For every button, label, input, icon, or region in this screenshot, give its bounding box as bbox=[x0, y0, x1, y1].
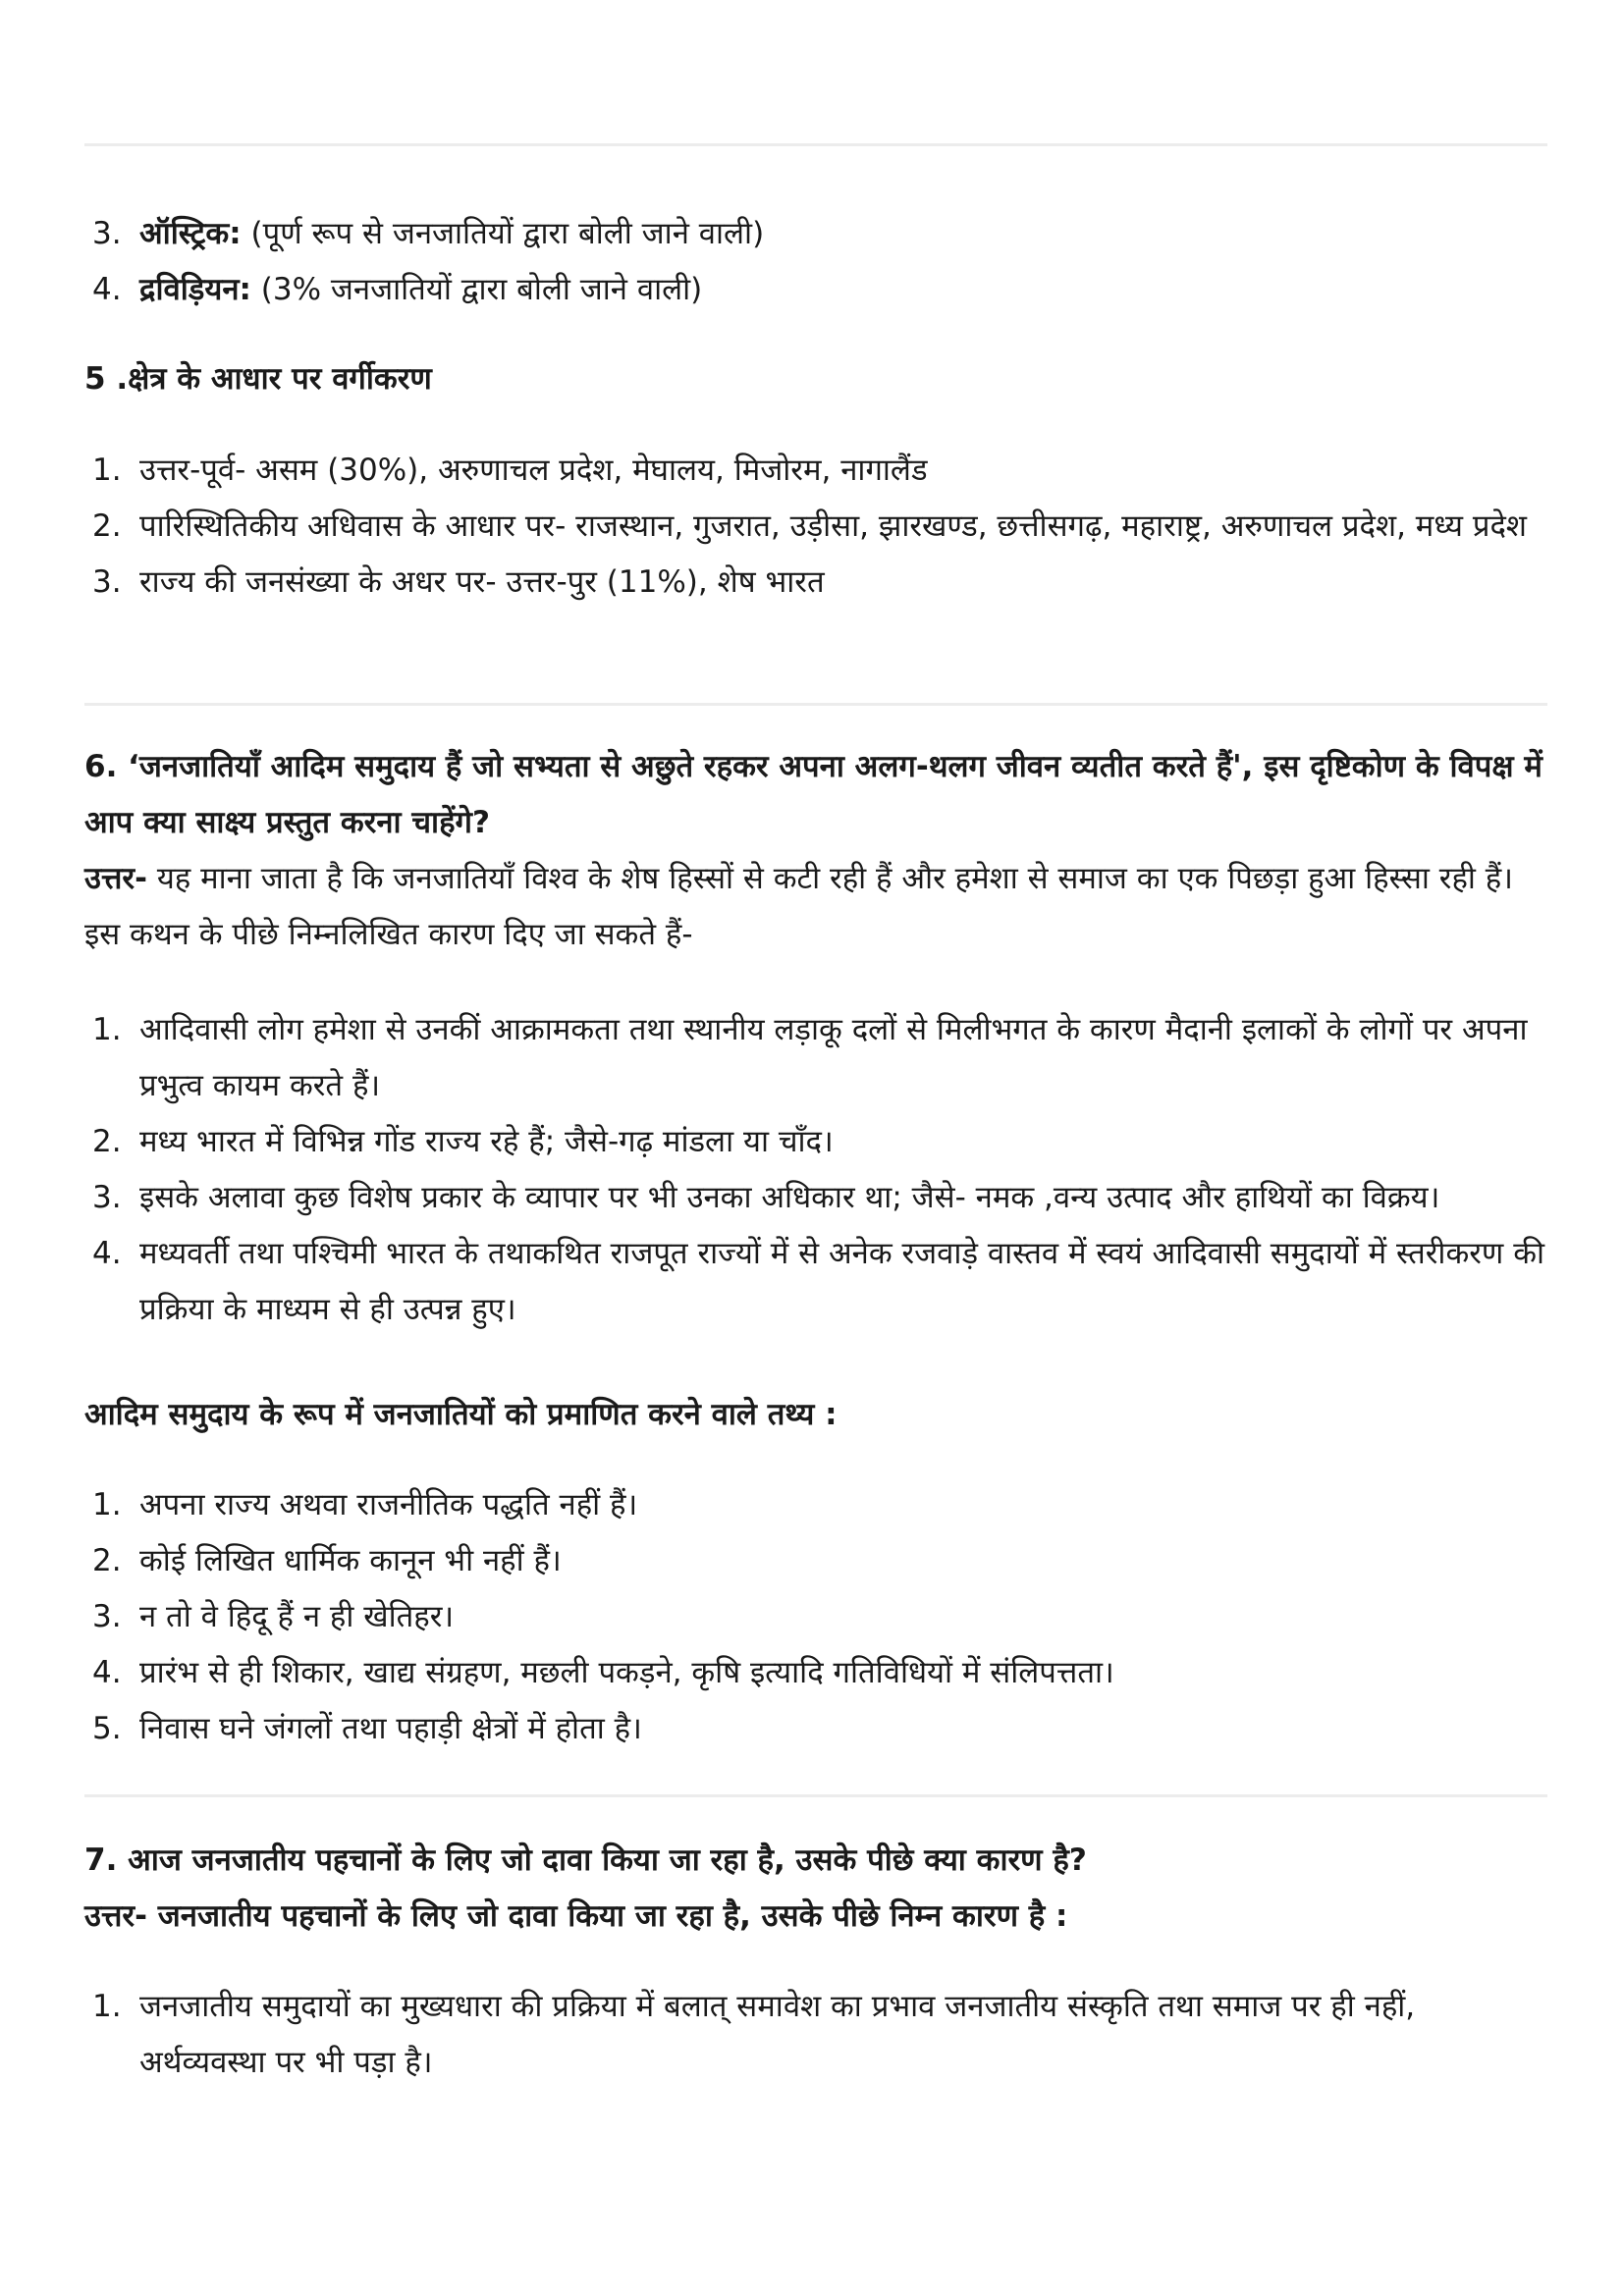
list-text: न तो वे हिदू हैं न ही खेतिहर। bbox=[139, 1599, 455, 1634]
list-term: द्रविड़ियन: bbox=[139, 272, 251, 307]
list-text: राज्य की जनसंख्या के अधर पर- उत्तर-पुर (11%), शेष भारत bbox=[139, 564, 825, 600]
list-number: 5. bbox=[92, 1711, 122, 1746]
question-7: 7. आज जनजातीय पहचानों के लिए जो दावा किया जा रहा है, उसके पीछे क्या कारण है? bbox=[84, 1842, 1087, 1878]
list-item bbox=[84, 1645, 1547, 1701]
list-item bbox=[84, 555, 1547, 611]
list-text: अपना राज्य अथवा राजनीतिक पद्धति नहीं हैं। bbox=[139, 1487, 638, 1522]
list-number: 1. bbox=[92, 453, 122, 488]
answer-label: उत्तर- bbox=[84, 861, 147, 896]
list-item bbox=[84, 1589, 1547, 1645]
list-text: पारिस्थितिकीय अधिवास के आधार पर- राजस्थान, गुजरात, उड़ीसा, झारखण्ड, छत्तीसगढ़, महाराष्ट्र, अरुणाचल प्रदेश, मध्य प्रदेश bbox=[139, 508, 1528, 544]
divider-top bbox=[84, 143, 1547, 146]
answer-6 bbox=[84, 851, 1547, 963]
list-item bbox=[84, 1533, 1547, 1589]
list-number: 2. bbox=[92, 508, 122, 544]
list-item bbox=[84, 206, 1547, 262]
facts-list bbox=[84, 1477, 1547, 1757]
list-number: 1. bbox=[92, 1989, 122, 2024]
list-number: 2. bbox=[92, 1124, 122, 1159]
reasons-list bbox=[84, 1002, 1547, 1338]
language-list bbox=[84, 206, 1547, 318]
list-text: मध्य भारत में विभिन्न गोंड राज्य रहे हैं; जैसे-गढ़ मांडला या चाँद। bbox=[139, 1124, 834, 1159]
list-text: इसके अलावा कुछ विशेष प्रकार के व्यापार पर भी उनका अधिकार था; जैसे- नमक ,वन्य उत्पाद और हाथियों का विक्रय। bbox=[139, 1180, 1440, 1215]
list-item bbox=[84, 1477, 1547, 1533]
list-number: 2. bbox=[92, 1543, 122, 1578]
claims-list bbox=[84, 1979, 1547, 2091]
answer-text: यह माना जाता है कि जनजातियाँ विश्व के शेष हिस्सों से कटी रही हैं और हमेशा से समाज का एक पिछड़ा हुआ हिस्सा रही हैं। इस कथन के पीछे निम्नलिखित कारण दिए जा सकते हैं- bbox=[84, 861, 1514, 952]
section-heading: 5 .क्षेत्र के आधार पर वर्गीकरण bbox=[84, 361, 432, 397]
list-number: 3. bbox=[92, 564, 122, 600]
list-text: उत्तर-पूर्व- असम (30%), अरुणाचल प्रदेश, मेघालय, मिजोरम, नागालैंड bbox=[139, 453, 928, 488]
list-number: 1. bbox=[92, 1487, 122, 1522]
list-item bbox=[84, 1701, 1547, 1757]
list-item bbox=[84, 1002, 1547, 1114]
list-number: 4. bbox=[92, 1236, 122, 1271]
region-list bbox=[84, 443, 1547, 611]
list-item bbox=[84, 1226, 1547, 1338]
question-6: 6. ‘जनजातियाँ आदिम समुदाय हैं जो सभ्यता से अछुते रहकर अपना अलग-थलग जीवन व्यतीत करते हैं', इस दृष्टिकोण के विपक्ष में आप क्या साक्ष्य प्रस्तुत करना चाहेंगे? bbox=[84, 749, 1542, 840]
list-text: जनजातीय समुदायों का मुख्यधारा की प्रक्रिया में बलात् समावेश का प्रभाव जनजातीय संस्कृति तथा समाज पर ही नहीं, अर्थव्यवस्था पर भी पड़ा है। bbox=[139, 1989, 1416, 2080]
answer-7: उत्तर- जनजातीय पहचानों के लिए जो दावा किया जा रहा है, उसके पीछे निम्न कारण है : bbox=[84, 1898, 1068, 1934]
divider bbox=[84, 1794, 1547, 1797]
list-number: 4. bbox=[92, 272, 122, 307]
list-item bbox=[84, 499, 1547, 555]
list-item bbox=[84, 1114, 1547, 1170]
list-text: कोई लिखित धार्मिक कानून भी नहीं हैं। bbox=[139, 1543, 562, 1578]
list-item bbox=[84, 1979, 1547, 2091]
list-number: 3. bbox=[92, 216, 122, 251]
divider bbox=[84, 703, 1547, 706]
list-text: (3% जनजातियों द्वारा बोली जाने वाली) bbox=[250, 272, 703, 307]
list-number: 3. bbox=[92, 1599, 122, 1634]
list-item bbox=[84, 1170, 1547, 1226]
list-number: 3. bbox=[92, 1180, 122, 1215]
list-text: निवास घने जंगलों तथा पहाड़ी क्षेत्रों में होता है। bbox=[139, 1711, 642, 1746]
facts-heading: आदिम समुदाय के रूप में जनजातियों को प्रमाणित करने वाले तथ्य : bbox=[84, 1397, 838, 1432]
list-text: (पूर्ण रूप से जनजातियों द्वारा बोली जाने वाली) bbox=[241, 216, 765, 251]
list-text: मध्यवर्ती तथा पश्चिमी भारत के तथाकथित राजपूत राज्यों में से अनेक रजवाड़े वास्तव में स्वयं आदिवासी समुदायों में स्तरीकरण की प्रक्रिया के माध्यम से ही उत्पन्न हुए। bbox=[139, 1236, 1545, 1327]
list-text: प्रारंभ से ही शिकार, खाद्य संग्रहण, मछली पकड़ने, कृषि इत्यादि गतिविधियों में संलिपत्तता। bbox=[139, 1655, 1114, 1690]
list-item bbox=[84, 443, 1547, 499]
list-number: 4. bbox=[92, 1655, 122, 1690]
list-item bbox=[84, 262, 1547, 318]
list-term: ऑस्ट्रिक: bbox=[139, 216, 242, 251]
list-number: 1. bbox=[92, 1012, 122, 1047]
list-text: आदिवासी लोग हमेशा से उनकीं आक्रामकता तथा स्थानीय लड़ाकू दलों से मिलीभगत के कारण मैदानी इलाकों के लोगों पर अपना प्रभुत्व कायम करते हैं। bbox=[139, 1012, 1528, 1103]
